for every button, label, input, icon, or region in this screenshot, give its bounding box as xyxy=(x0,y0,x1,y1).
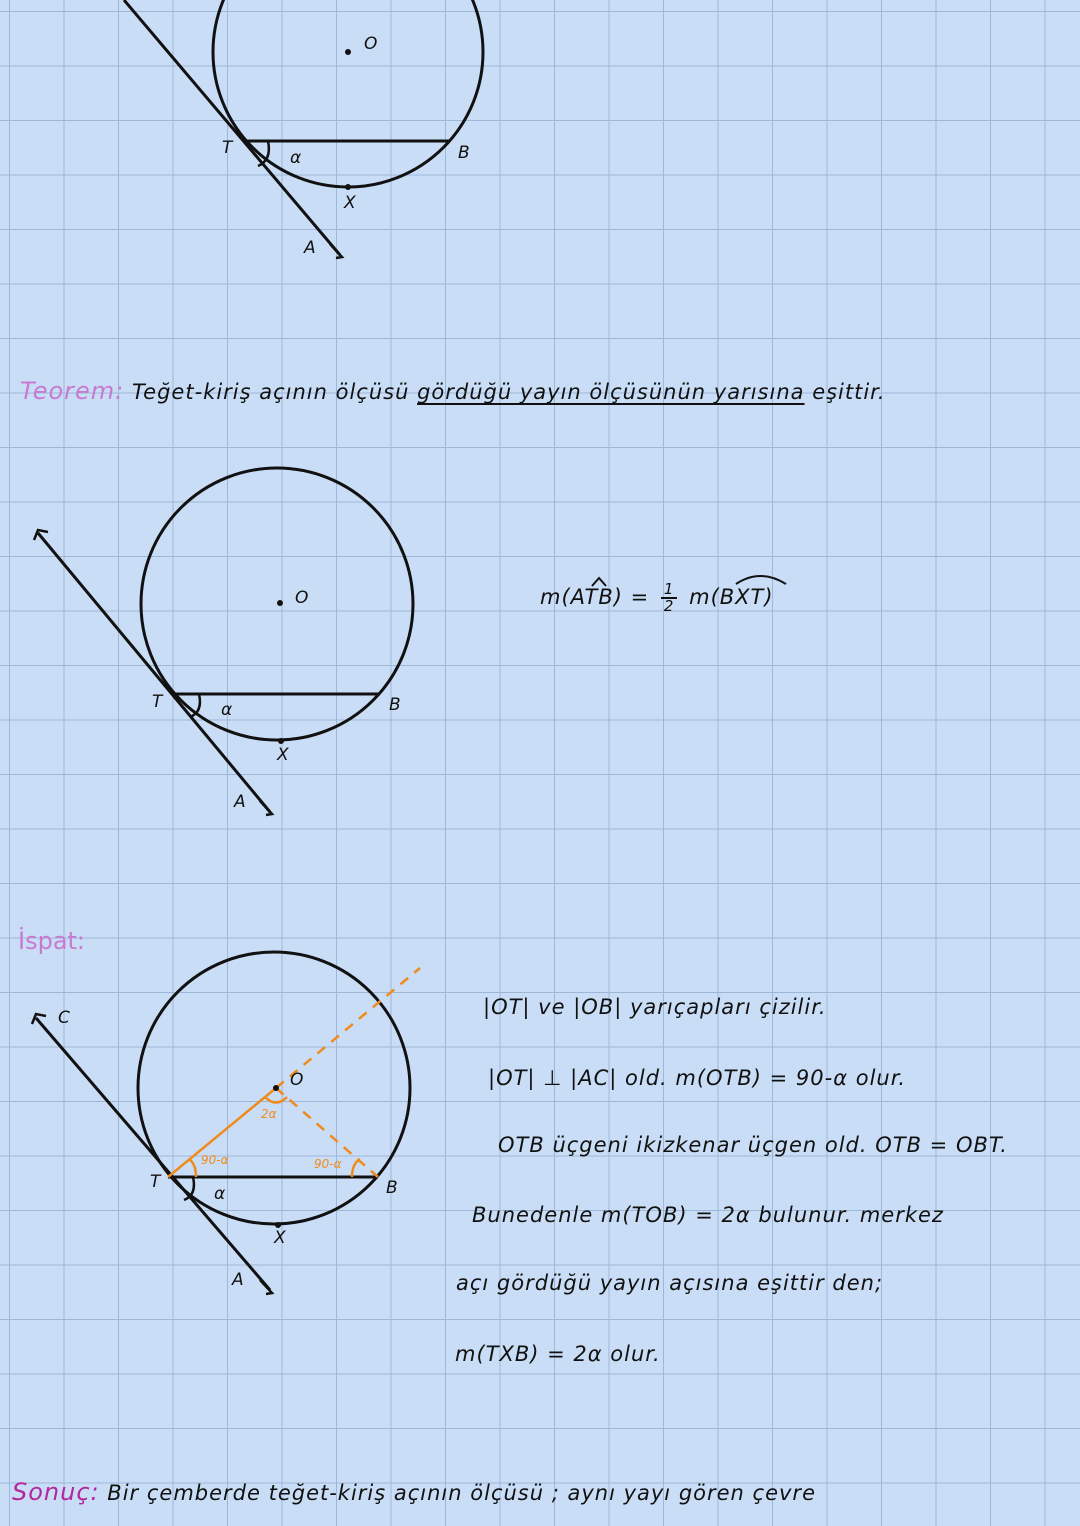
angle-2a-arc xyxy=(265,1097,287,1103)
formula-left: m(ATB) = xyxy=(540,585,650,609)
fig3-label-t: T xyxy=(150,1172,161,1192)
fig3-label-2alpha: 2α xyxy=(261,1107,277,1121)
fig3-label-alpha: α xyxy=(214,1184,226,1204)
proof-line-3: OTB üçgeni ikizkenar üçgen old. OTB = OBT. xyxy=(498,1133,1008,1157)
proof-line-6: m(TXB) = 2α olur. xyxy=(455,1342,661,1366)
proof-line-2: |OT| ⊥ |AC| old. m(OTB) = 90-α olur. xyxy=(488,1066,907,1090)
fig2-label-x: X xyxy=(277,745,289,765)
conclusion-line xyxy=(12,1478,816,1506)
proof-line-5: açı gördüğü yayın açısına eşittir den; xyxy=(456,1271,884,1295)
fig3-label-x: X xyxy=(274,1228,286,1248)
arrow-a-3 xyxy=(260,1280,272,1294)
fig1-label-x: X xyxy=(344,193,356,213)
formula-right: m(BXT) xyxy=(689,585,774,609)
formula-numerator: 1 xyxy=(661,582,678,599)
fig1-label-o: O xyxy=(364,34,378,54)
fig2-label-t: T xyxy=(152,692,163,712)
fig3-label-90a-right: 90-α xyxy=(314,1157,342,1171)
fig2-label-o: O xyxy=(295,588,309,608)
fig3-label-a: A xyxy=(232,1270,244,1290)
fig2-label-a: A xyxy=(234,792,246,812)
proof-label: İspat: xyxy=(18,927,86,955)
fig3-label-b: B xyxy=(386,1178,398,1198)
fig3-label-c: C xyxy=(58,1008,70,1028)
fig3-label-90a-left: 90-α xyxy=(201,1153,229,1167)
angle-90-arc-left xyxy=(189,1159,196,1177)
center-dot-3 xyxy=(273,1085,279,1091)
theorem-text-after: eşittir. xyxy=(812,380,886,404)
fig1-label-a: A xyxy=(304,238,316,258)
fig1-label-t: T xyxy=(222,138,233,158)
fig3-label-o: O xyxy=(290,1070,304,1090)
proof-line-1: |OT| ve |OB| yarıçapları çizilir. xyxy=(483,995,827,1019)
fig1-label-alpha: α xyxy=(290,148,302,168)
proof-line-4: Bunedenle m(TOB) = 2α bulunur. merkez xyxy=(472,1203,944,1227)
fig2-label-alpha: α xyxy=(221,700,233,720)
fig2-label-b: B xyxy=(389,695,401,715)
formula-denominator: 2 xyxy=(663,597,675,615)
theorem-label: Teorem: xyxy=(20,377,125,405)
conclusion-label: Sonuç: xyxy=(12,1478,100,1506)
tangent-line-3 xyxy=(36,1018,270,1290)
theorem-text-before: Teğet-kiriş açının ölçüsü xyxy=(131,380,418,404)
theorem-text-underlined: gördüğü yayın ölçüsünün yarısına xyxy=(417,380,805,404)
conclusion-text: Bir çemberde teğet-kiriş açının ölçüsü ; aynı yayı gören çevre xyxy=(99,1481,816,1505)
fig1-label-b: B xyxy=(458,143,470,163)
